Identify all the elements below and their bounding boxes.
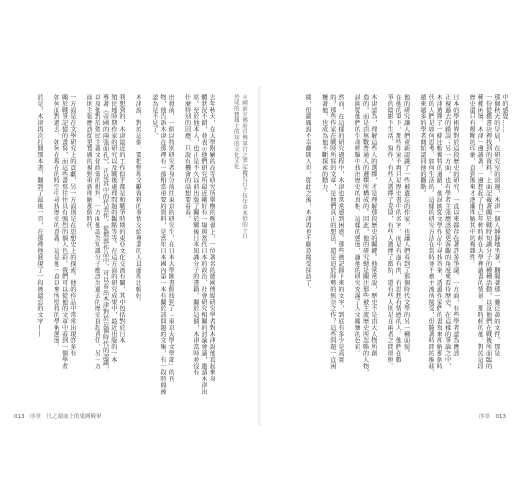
text-column bbox=[215, 94, 223, 398]
text-column: 代的人們是如何思考、如何生活的。這樣的研究方法在當時並不被主流所接受，但隨著時間的推移， bbox=[427, 94, 435, 376]
text-column: 木津選擇了一條比較獨特的道路，他試圖從文學作品中尋找答案，透過作家們的書寫來理解那個時 bbox=[435, 94, 443, 370]
text-column: 種種困境。木津一邊讀著，一邊想起了自己年輕時候在大學裡讀書的情景。那時候的他，對於這段 bbox=[476, 94, 484, 370]
text-column: 閱，但嚴厲說不幸離開人世，從此之後，木津再也不願意接受採訪了。 bbox=[304, 94, 312, 293]
text-column: 試圖從他們的生命經驗中找出歷史的真相。這樣的態度，讓他的研究充滿了人文關懷的色彩。 bbox=[353, 94, 361, 357]
text-column bbox=[76, 94, 84, 398]
text-column: 日本的學術界對於這段歷史的研究，一直以來都存在著許多爭議。一方面，有些學者認為應該 bbox=[451, 94, 459, 357]
text-column: 擾著他，也成為他不斷探索的動力。 bbox=[320, 94, 328, 197]
text-column: 一份從舊書店裡找到的資料，上面記載著關於戰時知識分子的種種活動，以及他們在戰後所面臨的 bbox=[484, 94, 492, 370]
left-text-block bbox=[12, 94, 248, 398]
text-column: 中的感覺…… bbox=[501, 94, 508, 133]
text-column: 一方面是在文學研究上的貢獻，另一方面則是在思想史上的探索。他的作品中常常出現許多有 bbox=[68, 94, 76, 357]
text-column bbox=[344, 94, 352, 398]
text-column: 木津認為，理解這些人的選擇，才是理解那段歷史的關鍵。他常常說，歷史不是由大人物所創 bbox=[369, 94, 377, 357]
text-column: 認為是不見了。 bbox=[150, 94, 158, 139]
text-column bbox=[377, 94, 385, 398]
text-column bbox=[174, 94, 182, 398]
text-column: 於是，木津再次打開那本書，翻到了最後一頁，在那裡他發現了一段被遺忘的文字—— bbox=[36, 94, 44, 338]
text-column: 席。至於他本人，也正是不久以前出版了關於戰後日本知識分子的書籍。關於這個，木津當時並沒有 bbox=[191, 94, 199, 376]
left-page-folio: 013 序章 尺之頭血上的鬼國殿軍 bbox=[14, 414, 102, 420]
right-text-block bbox=[272, 94, 508, 398]
left-page bbox=[6, 86, 254, 426]
text-column: 越來越多的學者開始認同他的觀點。 bbox=[418, 94, 426, 197]
right-page bbox=[266, 86, 514, 426]
text-column: 殖民地時期作家的研究以及戰後處理問題的觀點等等。在這方面的研究成果中，最近出版的一本 bbox=[109, 94, 117, 363]
text-column: 什麼特別的回應，只說有機會的話想要看看。 bbox=[183, 94, 191, 222]
right-page-folio: 序章 013 bbox=[479, 414, 506, 420]
text-column bbox=[223, 94, 231, 398]
text-column: 木津說，對於這個，要把整理文獻資料的事情交給專業的人員處理比較好。 bbox=[134, 94, 142, 306]
book-gutter bbox=[258, 86, 262, 426]
text-column: 爭的陰影下生活、寫作，有些人選擇了妥協，有些人選擇了抵抗，還有些人則是在兩者之間徘徊。 bbox=[386, 94, 394, 370]
text-column: 我想到的，木津最近的工作似乎都是和戰爭時期的東亞文化交流有關，其中包括對於日本 bbox=[118, 94, 126, 344]
text-column: 在他的筆下，那些作家不再只是歷史書中的名字，而是有血有肉、有思想有情感的人。他們在戰 bbox=[394, 94, 402, 363]
text-column: 歷史還只有模糊的印象，直到後來才逐漸理解其中的複雜性。 bbox=[468, 94, 476, 267]
text-column: 那個秋天的早晨，在研究室的窗邊，木津一個人靜靜地坐著，翻閱著那一疊泛黃的文件。那是 bbox=[492, 94, 500, 357]
text-column: ＊國前夕佛府宣傳軍官之筆記據近日十伍年金木拾的十日 bbox=[241, 94, 247, 239]
text-column: 正視過去的錯誤；另一方面，也有學者主張應該從更客觀的角度來看待歷史。在這樣的爭論之中， bbox=[443, 94, 451, 370]
text-column bbox=[311, 94, 319, 398]
text-column: 然而，在這樣的研究過程中，木津也常常感到困惑。那些被記錄下來的文字，到底有多少是真實 bbox=[337, 94, 344, 363]
text-column: 物，他告訴木津在那裡有一部相當重要的資料，是當年日本國內第一本有關於該問題的文集，有一段時間被 bbox=[159, 94, 167, 395]
text-column: 去年秋天，在大學附屬的高等研究所舉辦的晚會上，一位著名的德國傳媒研究學者對木津說他看起來身 bbox=[208, 94, 216, 382]
text-column bbox=[410, 94, 418, 398]
text-column bbox=[43, 94, 51, 398]
text-column: 如何面對過去，如何在現在的時空中尋找歷史的意義。這是他一直以來所堅持的學術態度。 bbox=[52, 94, 60, 350]
text-column: 造的，而是由無數普通人的選擇所構成的。因此，他的研究總是關注那些被主流歷史所忽略的人物， bbox=[361, 94, 369, 376]
text-column bbox=[459, 94, 467, 398]
text-column: 關於戰爭記憶的書寫，而這些書寫往往具有強烈的個人色彩。我們可以從他的文章中看到一個學者 bbox=[60, 94, 68, 370]
text-column bbox=[141, 94, 149, 398]
text-column: 出發前，一個以特別研究者身分前往東京的研究生，在日本大學圖書館找到了「東京大學文學部」的刊 bbox=[167, 94, 175, 382]
text-column: 的？那些作家在戰時所寫的文章，是他們真正的想法，還是迫於時勢的無奈之作？這些問題一直困 bbox=[328, 94, 336, 370]
text-column: 他的研究讓人們重新認識了一些被遺忘的作家，也讓人們看到了那個時代文學的另一種面貌。 bbox=[402, 94, 410, 357]
text-column bbox=[125, 94, 133, 398]
text-column: 面則主張應該從更寬廣的視野重新理解那個時代。 bbox=[85, 94, 93, 235]
text-column: 專著《帝國的兩張面孔》，正是其中的代表作。從那部作品中，可以看出木津對於這個時代的認識， bbox=[101, 94, 109, 373]
text-column: 體狀況不錯，並表示他們研究所最近剛好有一場與當代日本的政治、社會研究相關的討論會議，邀請木津出 bbox=[200, 94, 208, 395]
text-column: 於成的寶雜主的知的文化文化 bbox=[232, 94, 239, 170]
text-column: 以及他對於殖民主義文化政策的批判。一方面他認為知識分子應該為過去的歷史負起責任，另一方 bbox=[93, 94, 101, 370]
